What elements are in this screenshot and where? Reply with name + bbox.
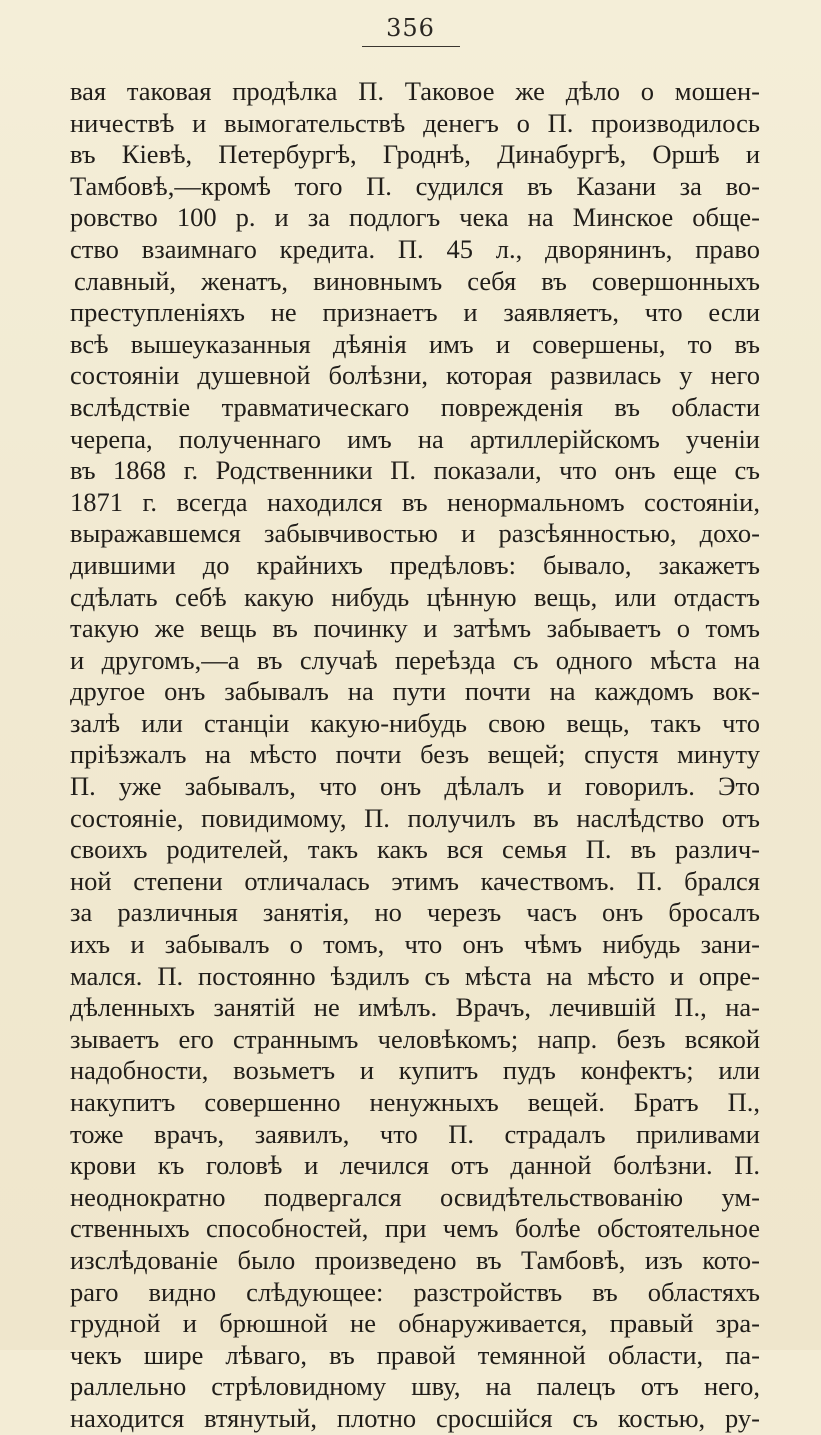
text-line: изслѣдованіе было произведено въ Тамбовѣ, изъ кото- [70,1244,760,1275]
text-line: состояніи душевной болѣзни, которая развилась у него [70,360,760,391]
text-line: чекъ шире лѣваго, въ правой темянной области, па- [70,1339,760,1370]
text-line: тоже врачъ, заявилъ, что П. страдалъ приливами [70,1118,760,1149]
text-line: сдѣлать себѣ какую нибудь цѣнную вещь, или отдастъ [70,581,760,612]
text-line: такую же вещь въ починку и затѣмъ забываетъ о томъ [70,613,760,644]
text-line: въ 1868 г. Родственники П. показали, что онъ еще съ [70,455,760,486]
text-line: пріѣзжалъ на мѣсто почти безъ вещей; спустя минуту [70,739,760,770]
text-line: 1871 г. всегда находился въ ненормальномъ состояніи, [70,486,760,517]
text-line: преступленіяхъ не признаетъ и заявляетъ, что если [70,297,760,328]
text-line: ной степени отличалась этимъ качествомъ. П. брался [70,865,760,896]
text-line: раго видно слѣдующее: разстройствъ въ областяхъ [70,1276,760,1307]
text-line: выражавшемся забывчивостью и разсѣянностью, дохо- [70,518,760,549]
text-line: ихъ и забывалъ о томъ, что онъ чѣмъ нибудь зани- [70,929,760,960]
page-number-rule [362,46,460,47]
text-line: раллельно стрѣловидному шву, на палецъ отъ него, [70,1371,760,1402]
page-number: 356 [386,14,435,42]
text-line: грудной и брюшной не обнаруживается, правый зра- [70,1308,760,1339]
text-line: залѣ или станціи какую-нибудь свою вещь, такъ что [70,707,760,738]
text-line: дѣленныхъ занятій не имѣлъ. Врачъ, лечившій П., на- [70,992,760,1023]
text-line: черепа, полученнаго имъ на артиллерійскомъ ученіи [70,423,760,454]
text-line: вая таковая продѣлка П. Таковое же дѣло о мошен- [70,76,760,106]
text-line: П. уже забывалъ, что онъ дѣлалъ и говорилъ. Это [70,771,760,802]
text-line: ство взаимнаго кредита. П. 45 л., дворянинъ, право [70,233,760,264]
text-line: ничествѣ и вымогательствѣ денегъ о П. производилось [70,107,760,138]
text-line: вслѣдствіе травматическаго поврежденія въ области [70,391,760,422]
text-line: Тамбовѣ,—кромѣ того П. судился въ Казани за во- [70,170,760,201]
text-line: всѣ вышеуказанныя дѣянія имъ и совершены, то въ [70,328,760,359]
text-line: своихъ родителей, такъ какъ вся семья П. въ различ- [70,834,760,865]
text-line: мался. П. постоянно ѣздилъ съ мѣста на мѣсто и опре- [70,960,760,991]
text-line: надобности, возьметъ и купитъ пудъ конфектъ; или [70,1055,760,1086]
text-line: состояніе, повидимому, П. получилъ въ наслѣдство отъ [70,802,760,833]
text-line: и другомъ,—а въ случаѣ переѣзда съ одного мѣста на [70,644,760,675]
text-line: ственныхъ способностей, при чемъ болѣе обстоятельное [70,1213,760,1244]
text-line: ровство 100 р. и за подлогъ чека на Минское обще- [70,202,760,233]
text-line: неоднократно подвергался освидѣтельствованію ум- [70,1181,760,1212]
text-line: крови къ головѣ и лечился отъ данной болѣзни. П. [70,1150,760,1181]
text-line: славный, женатъ, виновнымъ себя въ совершонныхъ [74,265,760,296]
body-text [70,76,760,1435]
text-line: зываетъ его страннымъ человѣкомъ; напр. безъ всякой [70,1023,760,1054]
text-line: накупитъ совершенно ненужныхъ вещей. Братъ П., [70,1087,760,1117]
text-line: другое онъ забывалъ на пути почти на каждомъ вок- [70,676,760,707]
text-line: находится втянутый, плотно сросшійся съ костью, ру- [70,1402,760,1433]
text-line: за различныя занятія, но черезъ часъ онъ бросалъ [70,897,760,928]
text-line: въ Кіевѣ, Петербургѣ, Гроднѣ, Динабургѣ, Оршѣ и [70,139,760,170]
text-line: дившими до крайнихъ предѣловъ: бывало, закажетъ [70,549,760,580]
